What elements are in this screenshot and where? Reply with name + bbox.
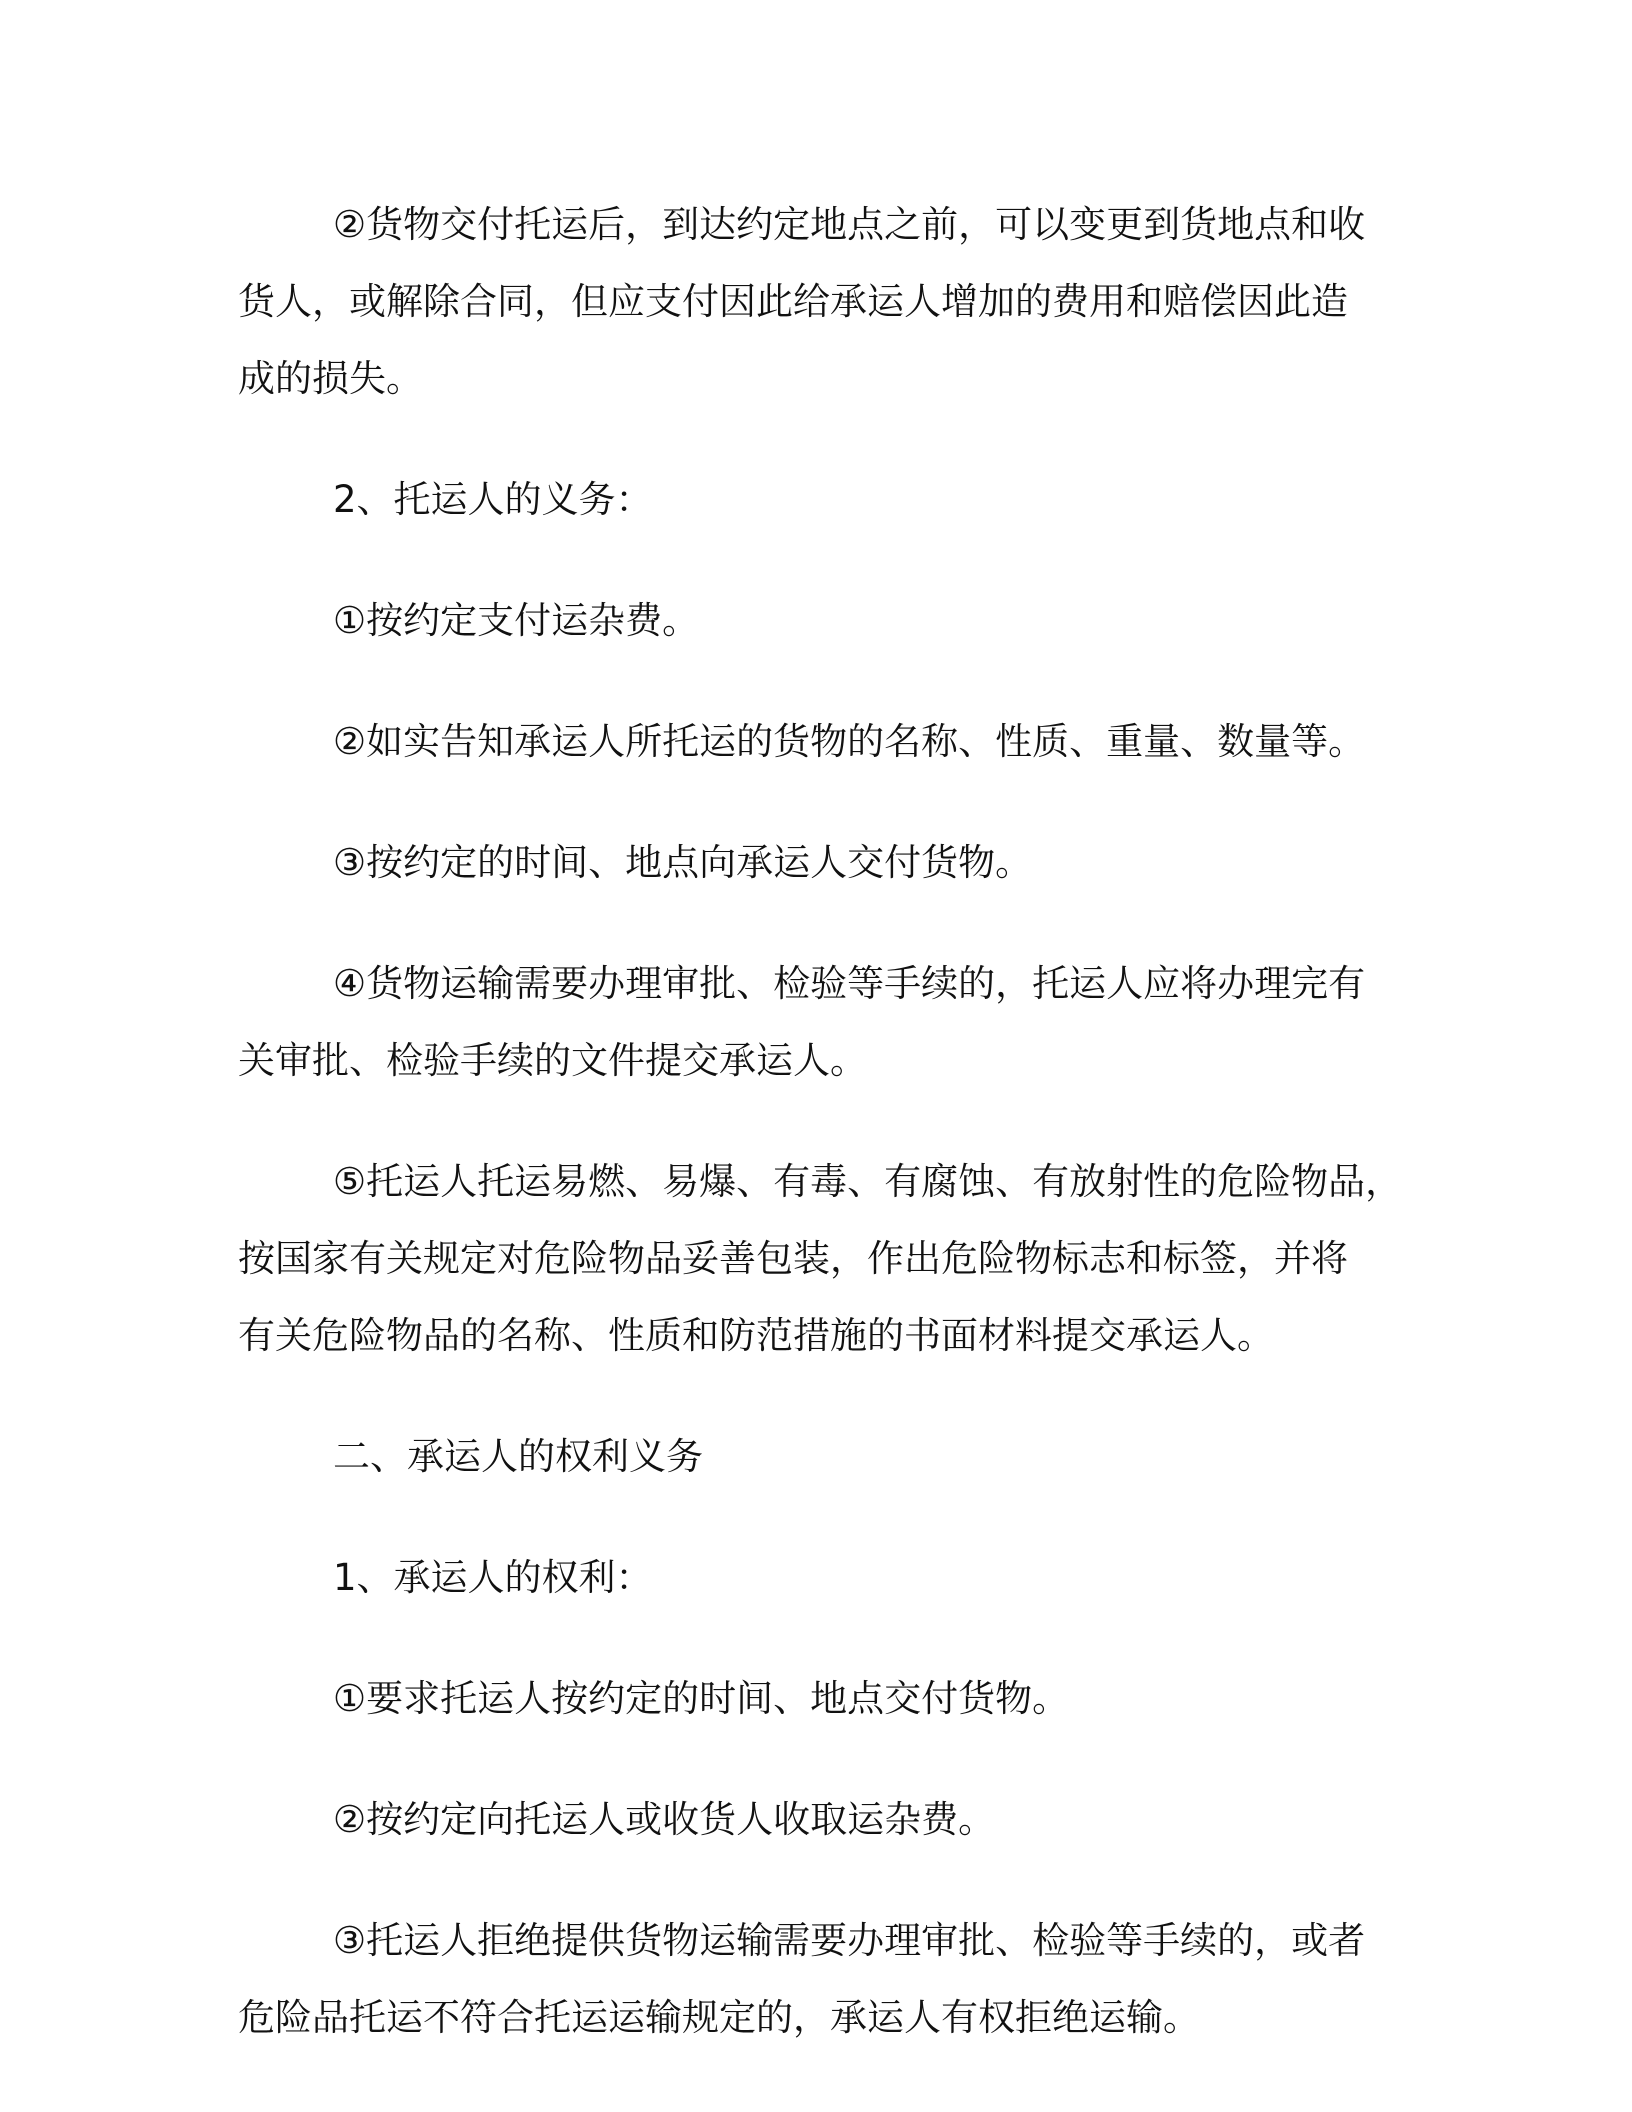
paragraph-consignor-right-2 bbox=[238, 186, 1408, 417]
text-line: ②按约定向托运人或收货人收取运杂费。 bbox=[333, 1798, 996, 1841]
text-line: 二、承运人的权利义务 bbox=[333, 1435, 703, 1478]
text-line: ⑤托运人托运易燃、易爆、有毒、有腐蚀、有放射性的危险物品， bbox=[333, 1160, 1403, 1203]
heading-carrier-rights bbox=[238, 1539, 1408, 1616]
text-line: ④货物运输需要办理审批、检验等手续的，托运人应将办理完有 bbox=[333, 962, 1366, 1005]
paragraph-carrier-right-2 bbox=[238, 1781, 1408, 1858]
text-line: ②如实告知承运人所托运的货物的名称、性质、重量、数量等。 bbox=[333, 720, 1366, 763]
text-line: 按国家有关规定对危险物品妥善包装，作出危险物标志和标签，并将 bbox=[238, 1237, 1348, 1280]
heading-consignor-obligations bbox=[238, 461, 1408, 538]
text-line: 危险品托运不符合托运运输规定的，承运人有权拒绝运输。 bbox=[238, 1996, 1200, 2039]
text-line: 2、托运人的义务： bbox=[333, 478, 653, 521]
paragraph-obligation-4 bbox=[238, 945, 1408, 1099]
paragraph-carrier-right-1 bbox=[238, 1660, 1408, 1737]
text-line: ③按约定的时间、地点向承运人交付货物。 bbox=[333, 841, 1033, 884]
text-line: 有关危险物品的名称、性质和防范措施的书面材料提交承运人。 bbox=[238, 1314, 1274, 1357]
text-line: ①要求托运人按约定的时间、地点交付货物。 bbox=[333, 1677, 1070, 1720]
paragraph-obligation-3 bbox=[238, 824, 1408, 901]
text-line: 1、承运人的权利： bbox=[333, 1556, 653, 1599]
text-line: ②货物交付托运后，到达约定地点之前，可以变更到货地点和收 bbox=[333, 203, 1366, 246]
document-body bbox=[238, 186, 1408, 2100]
text-line: 成的损失。 bbox=[238, 357, 423, 400]
text-line: 货人，或解除合同，但应支付因此给承运人增加的费用和赔偿因此造 bbox=[238, 280, 1348, 323]
text-line: ③托运人拒绝提供货物运输需要办理审批、检验等手续的，或者 bbox=[333, 1919, 1366, 1962]
paragraph-carrier-right-3 bbox=[238, 1902, 1408, 2056]
paragraph-obligation-5 bbox=[238, 1143, 1408, 1374]
paragraph-obligation-2 bbox=[238, 703, 1408, 780]
heading-carrier-rights-obligations bbox=[238, 1418, 1408, 1495]
text-line: ①按约定支付运杂费。 bbox=[333, 599, 700, 642]
paragraph-obligation-1 bbox=[238, 582, 1408, 659]
text-line: 关审批、检验手续的文件提交承运人。 bbox=[238, 1039, 867, 1082]
